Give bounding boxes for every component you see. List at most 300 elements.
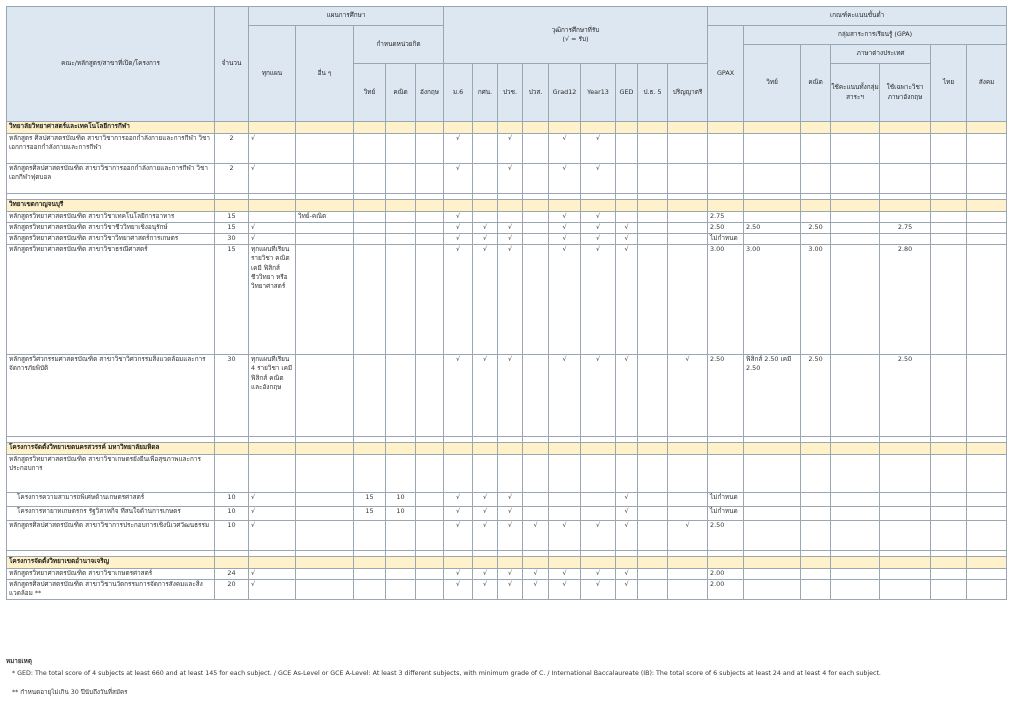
cell-gmath: 2.50 (801, 223, 831, 234)
cell-qualification (473, 164, 498, 194)
cell-gmath (801, 493, 831, 507)
cell-fall (831, 580, 880, 600)
cell-social (967, 355, 1007, 437)
cell-social (967, 507, 1007, 521)
cell-thai (931, 580, 967, 600)
cell-fall (831, 493, 880, 507)
cell-count (215, 455, 249, 493)
cell-gmath (801, 507, 831, 521)
cell-qualification: √ (473, 493, 498, 507)
section-cell (215, 557, 249, 569)
cell-qualification (668, 134, 708, 164)
cell-qualification: √ (616, 580, 638, 600)
cell-qualification (616, 164, 638, 194)
cell-gpax (708, 164, 744, 194)
section-cell (616, 443, 638, 455)
cell-fall (831, 455, 880, 493)
cell-qualification (638, 493, 668, 507)
cell-all: √ (249, 223, 296, 234)
cell-qualification: √ (444, 164, 473, 194)
table-row (7, 507, 1007, 521)
cell-qualification: √ (616, 569, 638, 580)
section-cell (444, 557, 473, 569)
cell-math (386, 521, 416, 551)
cell-sci (354, 245, 386, 355)
table-row (7, 580, 1007, 600)
cell-sci (354, 580, 386, 600)
cell-gmath (801, 580, 831, 600)
header-foreign-eng: ใช้เฉพาะวิชาภาษาอังกฤษ (880, 64, 931, 122)
cell-math (386, 134, 416, 164)
notes (6, 657, 1016, 702)
program-name: หลักสูตรวิทยาศาสตรบัณฑิต สาขาวิชาเกษตรศาสตร์ (7, 569, 215, 580)
cell-qualification: √ (616, 223, 638, 234)
section-cell (581, 200, 616, 212)
section-cell (744, 200, 801, 212)
cell-qualification (523, 223, 549, 234)
header-required-units: กำหนดหน่วยกิต (354, 26, 444, 64)
section-cell (498, 557, 523, 569)
cell-qualification: √ (444, 134, 473, 164)
cell-gpax: 2.00 (708, 580, 744, 600)
header-units-sci: วิทย์ (354, 64, 386, 122)
section-title: วิทยาลัยวิทยาศาสตร์และเทคโนโลยีการกีฬา (7, 122, 215, 134)
cell-eng (416, 455, 444, 493)
table-row (7, 234, 1007, 245)
section-cell (581, 443, 616, 455)
cell-count: 30 (215, 355, 249, 437)
cell-qualification: √ (498, 355, 523, 437)
cell-qualification: √ (444, 223, 473, 234)
cell-qualification (638, 507, 668, 521)
qualification-label: วุฒิการศึกษาที่รับ (551, 25, 600, 34)
cell-qualification: √ (616, 507, 638, 521)
cell-qualification (668, 455, 708, 493)
cell-qualification (668, 234, 708, 245)
cell-qualification: √ (498, 507, 523, 521)
cell-qualification: √ (473, 245, 498, 355)
cell-qualification (638, 455, 668, 493)
cell-qualification (523, 245, 549, 355)
cell-gpax: 2.50 (708, 223, 744, 234)
section-cell (616, 122, 638, 134)
section-row (7, 443, 1007, 455)
section-cell (444, 122, 473, 134)
cell-qualification: √ (549, 245, 581, 355)
cell-eng (416, 507, 444, 521)
section-cell (498, 200, 523, 212)
section-cell (249, 557, 296, 569)
cell-qualification: √ (581, 212, 616, 223)
cell-social (967, 569, 1007, 580)
cell-count: 2 (215, 134, 249, 164)
cell-social (967, 223, 1007, 234)
cell-other (296, 507, 354, 521)
cell-social (967, 521, 1007, 551)
cell-gmath (801, 212, 831, 223)
section-title: โครงการจัดตั้งวิทยาเขตนครสวรรค์ มหาวิทยาลัยมหิดล (7, 443, 215, 455)
cell-qualification (638, 212, 668, 223)
section-cell (473, 557, 498, 569)
cell-all: √ (249, 507, 296, 521)
cell-gpax: 2.50 (708, 355, 744, 437)
cell-gmath (801, 234, 831, 245)
header-q-grad12: Grad12 (549, 64, 581, 122)
cell-qualification: √ (473, 223, 498, 234)
cell-feng (880, 134, 931, 164)
program-name: หลักสูตร ศิลปศาสตรบัณฑิต สาขาวิชาการออกกำลังกายและการกีฬา วิชาเอกการออกกำลังกายและการกีฬา (7, 134, 215, 164)
cell-sci (354, 355, 386, 437)
cell-gpax: 3.00 (708, 245, 744, 355)
cell-qualification: √ (473, 355, 498, 437)
cell-qualification: √ (668, 521, 708, 551)
section-cell (386, 557, 416, 569)
header-gpax: GPAX (708, 26, 744, 122)
cell-fall (831, 569, 880, 580)
header-q-pvc: ปวช. (498, 64, 523, 122)
cell-qualification: √ (581, 521, 616, 551)
cell-gpax: ไม่กำหนด (708, 507, 744, 521)
cell-count: 10 (215, 521, 249, 551)
header-gpa-math: คณิต (801, 45, 831, 122)
cell-math (386, 245, 416, 355)
program-name: หลักสูตรวิทยาศาสตรบัณฑิต สาขาวิชาวิทยาศาสตร์การเกษตร (7, 234, 215, 245)
program-name: หลักสูตรวิทยาศาสตรบัณฑิต สาขาวิชาธรณีศาสตร์ (7, 245, 215, 355)
cell-math (386, 234, 416, 245)
cell-qualification (473, 134, 498, 164)
cell-social (967, 455, 1007, 493)
cell-thai (931, 355, 967, 437)
cell-qualification: √ (549, 212, 581, 223)
cell-gmath (801, 569, 831, 580)
cell-gsci (744, 212, 801, 223)
cell-qualification (523, 507, 549, 521)
cell-gsci (744, 455, 801, 493)
header-qualification (444, 7, 708, 64)
section-cell (967, 200, 1007, 212)
section-cell (744, 443, 801, 455)
header-units-eng: อังกฤษ (416, 64, 444, 122)
cell-qualification: √ (498, 569, 523, 580)
cell-sci (354, 134, 386, 164)
section-cell (215, 200, 249, 212)
header-minimum-criteria: เกณฑ์คะแนนขั้นต่ำ (708, 7, 1007, 26)
cell-fall (831, 134, 880, 164)
section-cell (708, 122, 744, 134)
section-cell (801, 443, 831, 455)
section-row (7, 200, 1007, 212)
header-gpa-sci: วิทย์ (744, 45, 801, 122)
cell-qualification (523, 493, 549, 507)
cell-social (967, 580, 1007, 600)
cell-qualification: √ (549, 134, 581, 164)
cell-math (386, 569, 416, 580)
cell-count: 15 (215, 245, 249, 355)
cell-eng (416, 580, 444, 600)
program-name: หลักสูตรศิลปศาสตรบัณฑิต สาขาวิชานวัตกรรมการจัดการสังคมและสิ่งแวดล้อม ** (7, 580, 215, 600)
cell-qualification: √ (498, 493, 523, 507)
section-cell (744, 557, 801, 569)
table-row (7, 223, 1007, 234)
table-row (7, 212, 1007, 223)
cell-qualification (668, 212, 708, 223)
cell-gpax: 2.75 (708, 212, 744, 223)
section-cell (967, 122, 1007, 134)
section-cell (708, 443, 744, 455)
cell-gmath (801, 134, 831, 164)
cell-eng (416, 134, 444, 164)
cell-gpax (708, 455, 744, 493)
qualification-note: (√ = รับ) (562, 35, 589, 43)
section-cell (880, 557, 931, 569)
cell-gsci (744, 507, 801, 521)
section-cell (386, 443, 416, 455)
cell-qualification: √ (549, 223, 581, 234)
cell-qualification: √ (498, 580, 523, 600)
section-cell (215, 122, 249, 134)
cell-gsci (744, 234, 801, 245)
cell-gmath (801, 521, 831, 551)
cell-other (296, 569, 354, 580)
section-cell (744, 122, 801, 134)
section-cell (581, 122, 616, 134)
cell-count: 2 (215, 164, 249, 194)
program-name: โครงการทายาทเกษตรกร รัฐวิสาหกิจ ที่สนใจด้านการเกษตร (7, 507, 215, 521)
cell-qualification (616, 212, 638, 223)
cell-qualification: √ (523, 521, 549, 551)
section-cell (638, 122, 668, 134)
cell-fall (831, 212, 880, 223)
section-row (7, 557, 1007, 569)
header-units-math: คณิต (386, 64, 416, 122)
cell-qualification: √ (444, 569, 473, 580)
cell-count: 10 (215, 493, 249, 507)
cell-qualification: √ (473, 569, 498, 580)
cell-other (296, 521, 354, 551)
cell-feng (880, 569, 931, 580)
cell-other (296, 580, 354, 600)
cell-qualification (668, 493, 708, 507)
cell-qualification (549, 507, 581, 521)
section-cell (444, 200, 473, 212)
header-q-ged: GED (616, 64, 638, 122)
cell-qualification (444, 455, 473, 493)
section-cell (523, 557, 549, 569)
cell-math (386, 455, 416, 493)
cell-all: √ (249, 580, 296, 600)
section-cell (249, 200, 296, 212)
section-cell (581, 557, 616, 569)
section-cell (931, 122, 967, 134)
cell-gpax: 2.00 (708, 569, 744, 580)
cell-qualification: √ (498, 223, 523, 234)
cell-qualification (473, 212, 498, 223)
cell-qualification (616, 455, 638, 493)
cell-qualification: √ (473, 507, 498, 521)
admission-table (6, 6, 1007, 600)
cell-social (967, 493, 1007, 507)
cell-thai (931, 134, 967, 164)
cell-qualification: √ (498, 164, 523, 194)
cell-other (296, 134, 354, 164)
cell-qualification (638, 134, 668, 164)
cell-qualification: √ (616, 245, 638, 355)
cell-qualification (523, 164, 549, 194)
section-cell (498, 443, 523, 455)
cell-qualification (638, 521, 668, 551)
cell-sci (354, 569, 386, 580)
cell-social (967, 212, 1007, 223)
section-cell (638, 557, 668, 569)
cell-qualification (668, 245, 708, 355)
cell-all: ทุกแผนที่เรียนรายวิชา คณิต เคมี ฟิสิกส์ ชีววิทยา หรือ วิทยาศาสตร์ (249, 245, 296, 355)
cell-other (296, 234, 354, 245)
note-age: ** กำหนดอายุไม่เกิน 30 ปีนับถึงวันที่สมัคร (12, 688, 128, 696)
cell-gsci (744, 521, 801, 551)
section-cell (801, 557, 831, 569)
cell-qualification (581, 493, 616, 507)
cell-social (967, 245, 1007, 355)
section-cell (354, 443, 386, 455)
cell-gmath: 2.50 (801, 355, 831, 437)
cell-qualification: √ (616, 234, 638, 245)
cell-fall (831, 164, 880, 194)
cell-qualification: √ (473, 234, 498, 245)
cell-other (296, 245, 354, 355)
cell-qualification: √ (523, 580, 549, 600)
section-cell (549, 443, 581, 455)
cell-count: 20 (215, 580, 249, 600)
program-name: โครงการความสามารถพิเศษด้านเกษตรศาสตร์ (7, 493, 215, 507)
table-row (7, 569, 1007, 580)
cell-qualification: √ (498, 521, 523, 551)
cell-qualification: √ (549, 521, 581, 551)
cell-count: 15 (215, 223, 249, 234)
section-title: โครงการจัดตั้งวิทยาเขตอำนาจเจริญ (7, 557, 215, 569)
cell-qualification: √ (581, 134, 616, 164)
note-ged: * GED: The total score of 4 subjects at least 660 and at least 145 for each subject. / GCE As-Level or GCE A-Level: At least 3 different subjects, with minimum grade of C. / International Baccalaureate (IB): The total score of 6 subjects at least 24 and at least 4 for each subject. (12, 670, 881, 678)
section-cell (616, 200, 638, 212)
cell-qualification: √ (444, 212, 473, 223)
cell-feng (880, 212, 931, 223)
section-cell (215, 443, 249, 455)
program-name: หลักสูตรศิลปศาสตรบัณฑิต สาขาวิชาการออกกำลังกายและการกีฬา วิชาเอกกีฬาฟุตบอล (7, 164, 215, 194)
notes-title: หมายเหตุ (6, 658, 32, 665)
section-cell (473, 122, 498, 134)
cell-all (249, 212, 296, 223)
cell-thai (931, 569, 967, 580)
table-row (7, 245, 1007, 355)
cell-qualification (581, 507, 616, 521)
section-cell (668, 557, 708, 569)
cell-math (386, 223, 416, 234)
program-name: หลักสูตรวิทยาศาสตรบัณฑิต สาขาวิชาชีววิทยาเชิงอนุรักษ์ (7, 223, 215, 234)
cell-qualification: √ (444, 245, 473, 355)
cell-fall (831, 245, 880, 355)
cell-qualification (668, 569, 708, 580)
cell-qualification (616, 134, 638, 164)
program-name: หลักสูตรศิลปศาสตรบัณฑิต สาขาวิชาการประกอบการเชิงนิเวศวัฒนธรรม (7, 521, 215, 551)
cell-eng (416, 355, 444, 437)
section-cell (296, 122, 354, 134)
cell-qualification: √ (581, 223, 616, 234)
cell-thai (931, 212, 967, 223)
cell-feng: 2.80 (880, 245, 931, 355)
cell-math: 10 (386, 507, 416, 521)
cell-other (296, 493, 354, 507)
table-row (7, 164, 1007, 194)
cell-qualification (549, 493, 581, 507)
cell-qualification (638, 164, 668, 194)
section-cell (498, 122, 523, 134)
cell-eng (416, 493, 444, 507)
cell-eng (416, 234, 444, 245)
cell-qualification: √ (444, 507, 473, 521)
cell-qualification (668, 164, 708, 194)
header-q-pt5: ป.ธ. 5 (638, 64, 668, 122)
table-row (7, 493, 1007, 507)
header-other: อื่น ๆ (296, 26, 354, 122)
cell-qualification: √ (444, 521, 473, 551)
cell-qualification: √ (581, 355, 616, 437)
cell-all: √ (249, 569, 296, 580)
header-q-bachelor: ปริญญาตรี (668, 64, 708, 122)
cell-qualification: √ (549, 580, 581, 600)
cell-qualification (523, 234, 549, 245)
cell-qualification: √ (616, 355, 638, 437)
section-cell (967, 443, 1007, 455)
cell-feng (880, 234, 931, 245)
cell-feng: 2.75 (880, 223, 931, 234)
section-cell (444, 443, 473, 455)
cell-qualification (549, 455, 581, 493)
section-cell (668, 200, 708, 212)
header-study-plan: แผนการศึกษา (249, 7, 444, 26)
cell-qualification (473, 455, 498, 493)
cell-gsci (744, 580, 801, 600)
section-cell (354, 122, 386, 134)
cell-qualification (581, 455, 616, 493)
section-cell (880, 122, 931, 134)
cell-feng (880, 580, 931, 600)
section-row (7, 122, 1007, 134)
cell-eng (416, 164, 444, 194)
cell-thai (931, 234, 967, 245)
cell-qualification (638, 245, 668, 355)
section-cell (967, 557, 1007, 569)
section-cell (296, 443, 354, 455)
cell-math: 10 (386, 493, 416, 507)
cell-other (296, 355, 354, 437)
section-cell (416, 200, 444, 212)
cell-all (249, 455, 296, 493)
cell-eng (416, 212, 444, 223)
section-cell (416, 557, 444, 569)
header-foreign-lang: ภาษาต่างประเทศ (831, 45, 931, 64)
cell-fall (831, 234, 880, 245)
table-row (7, 355, 1007, 437)
cell-social (967, 164, 1007, 194)
cell-math (386, 164, 416, 194)
section-cell (638, 200, 668, 212)
cell-qualification (498, 212, 523, 223)
cell-qualification: √ (549, 164, 581, 194)
cell-all: √ (249, 134, 296, 164)
section-cell (638, 443, 668, 455)
cell-math (386, 580, 416, 600)
section-cell (931, 200, 967, 212)
cell-qualification (523, 455, 549, 493)
